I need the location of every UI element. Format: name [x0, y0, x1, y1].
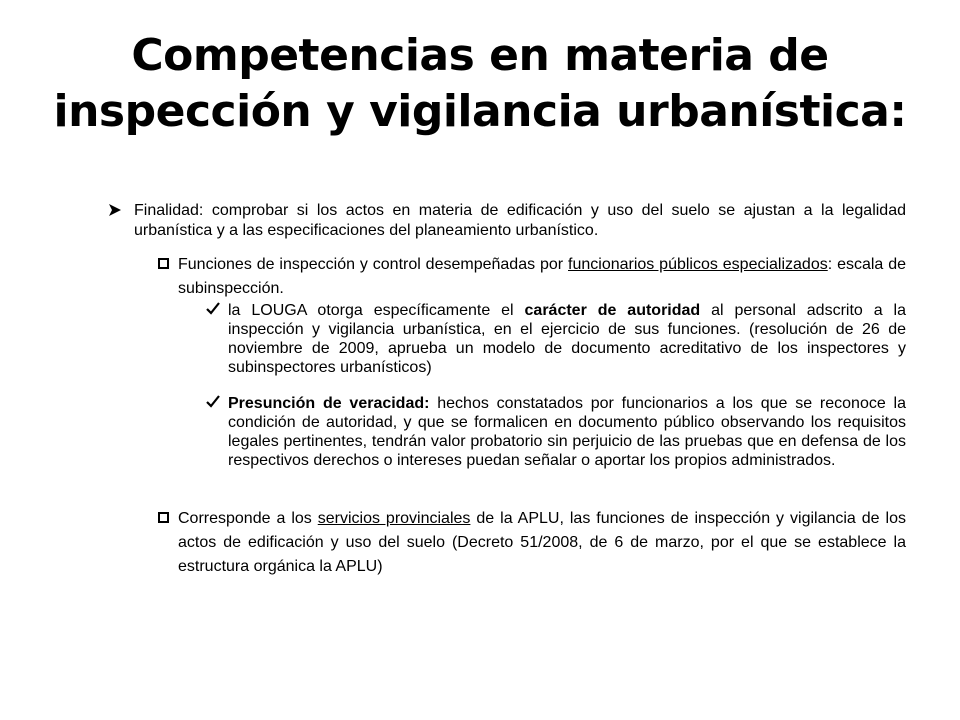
bullet-louga-text-end: al personal adscrito a la inspección y vigilancia urbanística, en el ejercicio de sus funciones. (resolución de 26 de noviembre de 2009, aprueba un modelo de documento acreditativo de los inspectores y subinspectores urbanísticos) — [228, 302, 907, 376]
square-bullet-icon — [158, 509, 169, 529]
bullet-finalidad-text: Finalidad: comprobar si los actos en materia de edificación y uso del suelo se ajustan a la legalidad urbanística y a las especificaciones del planeamiento urbanístico. — [134, 202, 906, 239]
bullet-funciones — [178, 253, 906, 301]
bullet-corresponde — [178, 507, 906, 579]
title-line-2: inspección y vigilancia urbanística: — [53, 86, 907, 137]
presuncion-veracidad-text: Presunción de veracidad: — [228, 395, 430, 412]
bullet-corresponde-text: Corresponde a los — [178, 510, 318, 527]
checkmark-bullet-icon — [205, 301, 221, 323]
square-bullet-icon — [158, 255, 169, 275]
title-line-1: Competencias en materia de — [131, 30, 829, 81]
servicios-provinciales-text: servicios provinciales — [317, 510, 471, 527]
bullet-presuncion-text: hechos constatados por funcionarios a los que se reconoce la condición de autoridad, y que se formalicen en documento público observando los requisitos legales pertinentes, tendrán valor probatorio sin perjuicio de las pruebas que en defensa de los respectivos derechos o intereses puedan señalar o aportar los propios administrados. — [228, 395, 906, 469]
bullet-louga-text: la LOUGA otorga específicamente el — [228, 302, 525, 319]
slide-title — [40, 28, 920, 140]
bullet-funciones-text: Funciones de inspección y control desempeñadas por — [178, 256, 569, 273]
bullet-presuncion — [228, 394, 906, 470]
bullet-louga — [228, 301, 906, 377]
bullet-finalidad — [134, 201, 906, 241]
caracter-autoridad-text: carácter de autoridad — [524, 302, 701, 319]
bullet-funciones-text-end: : escala de subinspección. — [178, 256, 907, 297]
funcionarios-link-text: funcionarios públicos especializados — [568, 256, 828, 273]
checkmark-bullet-icon — [205, 394, 221, 416]
bullet-corresponde-text-end: de la APLU, las funciones de inspección y vigilancia de los actos de edificación y uso del suelo (Decreto 51/2008, de 6 de marzo, por el que se establece la estructura orgánica la APLU) — [178, 510, 906, 575]
arrow-bullet-icon — [108, 201, 122, 225]
